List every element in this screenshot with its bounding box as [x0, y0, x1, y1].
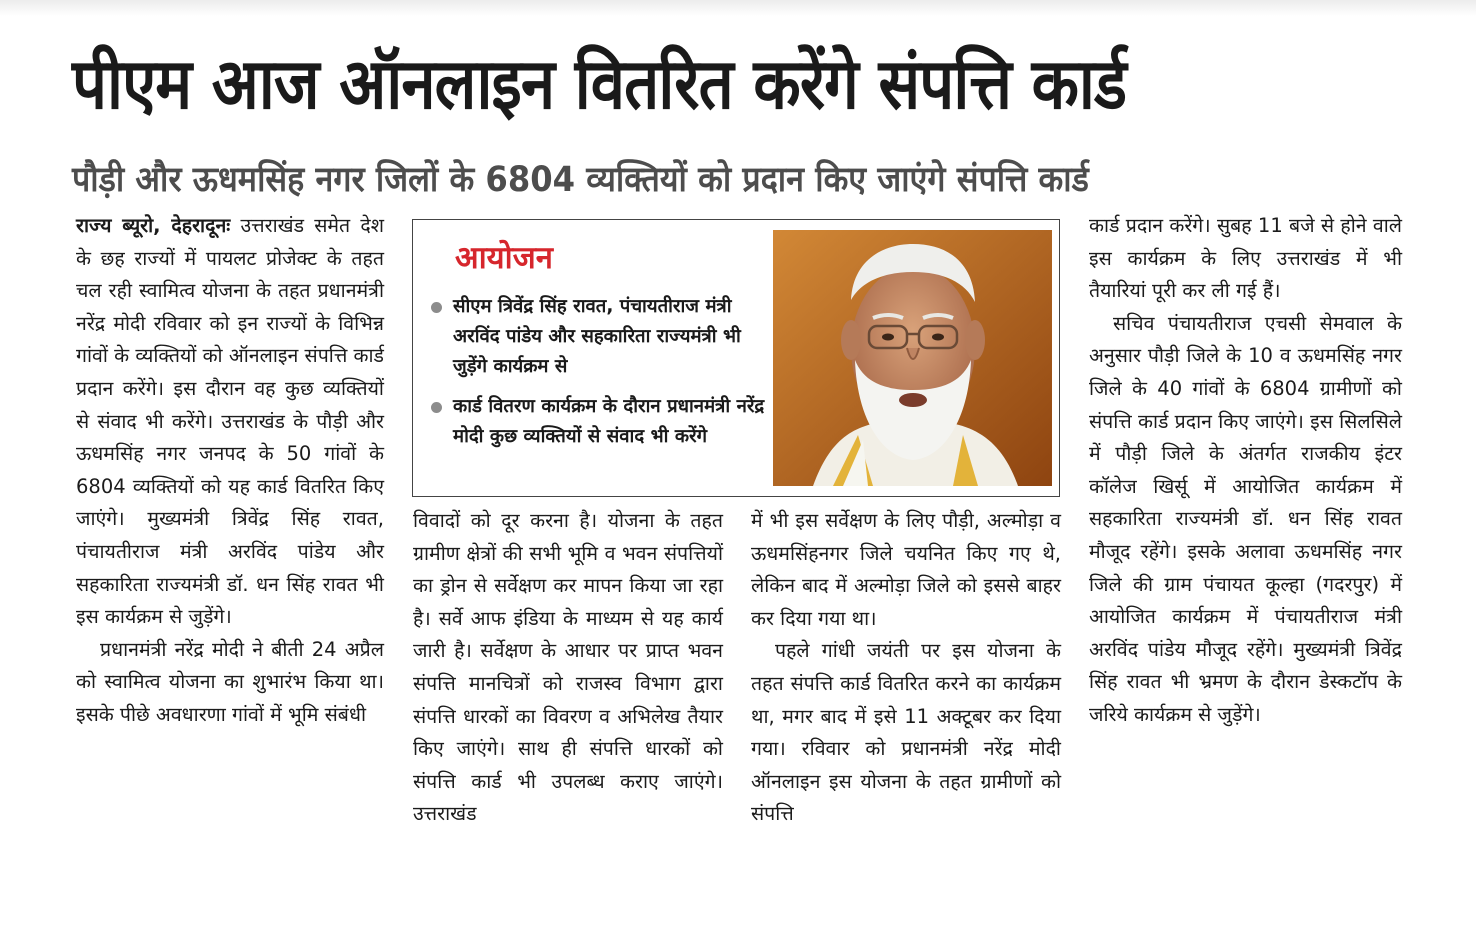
box-bullet-item	[429, 292, 773, 382]
article-column-3	[751, 505, 1061, 831]
box-bullet-item	[429, 392, 773, 452]
article-column-4	[1089, 210, 1402, 732]
article-column-2	[413, 505, 723, 831]
event-info-box	[412, 219, 1060, 497]
box-bullet-list	[429, 292, 773, 462]
article-paragraph: विवादों को दूर करना है। योजना के तहत ग्रामीण क्षेत्रों की सभी भूमि व भवन संपत्तियों का ड्रोन से सर्वेक्षण कर मापन किया जा रहा है। सर्वे आफ इंडिया के माध्यम से यह कार्य जारी है। सर्वेक्षण के आधार पर प्राप्त भवन संपत्ति मानचित्रों को राजस्व विभाग द्वारा संपत्ति धारकों का विवरण व अभिलेख तैयार किए जाएंगे। साथ ही संपत्ति धारकों को संपत्ति कार्ड भी उपलब्ध कराए जाएंगे। उत्तराखंड	[413, 509, 723, 826]
bullet-text: कार्ड वितरण कार्यक्रम के दौरान प्रधानमंत्री नरेंद्र मोदी कुछ व्यक्तियों से संवाद भी करेंगे	[453, 396, 765, 447]
headline: पीएम आज ऑनलाइन वितरित करेंगे संपत्ति कार्ड	[72, 43, 1127, 125]
bullet-dot-icon	[431, 302, 442, 313]
article-paragraph: सचिव पंचायतीराज एचसी सेमवाल के अनुसार पौड़ी जिले के 10 व ऊधमसिंह नगर जिले के 40 गांवों के 6804 ग्रामीणों को संपत्ति कार्ड प्रदान किए जाएंगे। इस सिलसिले में पौड़ी जिले के अंतर्गत राजकीय इंटर कॉलेज खिर्सू में आयोजित कार्यक्रम में सहकारिता राज्यमंत्री डॉ. धन सिंह रावत मौजूद रहेंगे। इसके अलावा ऊधमसिंह नगर जिले की ग्राम पंचायत कूल्हा (गदरपुर) में आयोजित कार्यक्रम में पंचायतीराज मंत्री अरविंद पांडेय मौजूद रहेंगे। मुख्यमंत्री त्रिवेंद्र सिंह रावत भी भ्रमण के दौरान डेस्कटॉप के जरिये कार्यक्रम से जुड़ेंगे।	[1089, 311, 1402, 726]
article-paragraph: में भी इस सर्वेक्षण के लिए पौड़ी, अल्मोड़ा व ऊधमसिंहनगर जिले चयनित किए गए थे, लेकिन बाद में अल्मोड़ा जिले को इससे बाहर कर दिया गया था।	[751, 509, 1061, 630]
box-title: आयोजन	[455, 240, 553, 276]
article-paragraph	[76, 210, 384, 634]
article-column-1	[76, 210, 384, 732]
bullet-dot-icon	[431, 402, 442, 413]
paragraph-text: उत्तराखंड समेत देश के छह राज्यों में पायलट प्रोजेक्ट के तहत चल रही स्वामित्व योजना के तहत प्रधानमंत्री नरेंद्र मोदी रविवार को इन राज्यों के विभिन्न गांवों के व्यक्तियों को ऑनलाइन संपत्ति कार्ड प्रदान करेंगे। इस दौरान वह कुछ व्यक्तियों से संवाद भी करेंगे। उत्तराखंड के पौड़ी और ऊधमसिंह नगर जनपद के 50 गांवों के 6804 व्यक्तियों को यह कार्ड वितरित किए जाएंगे। मुख्यमंत्री त्रिवेंद्र सिंह रावत, पंचायतीराज मंत्री अरविंद पांडेय और सहकारिता राज्यमंत्री डॉ. धन सिंह रावत भी इस कार्यक्रम से जुड़ेंगे।	[76, 214, 384, 629]
article-paragraph: प्रधानमंत्री नरेंद्र मोदी ने बीती 24 अप्रैल को स्वामित्व योजना का शुभारंभ किया था। इसके पीछे अवधारणा गांवों में भूमि संबंधी	[76, 637, 384, 726]
subheadline: पौड़ी और ऊधमसिंह नगर जिलों के 6804 व्यक्तियों को प्रदान किए जाएंगे संपत्ति कार्ड	[72, 160, 1089, 200]
article-paragraph: पहले गांधी जयंती पर इस योजना के तहत संपत्ति कार्ड वितरित करने का कार्यक्रम था, मगर बाद में इसे 11 अक्टूबर कर दिया गया। रविवार को प्रधानमंत्री नरेंद्र मोदी ऑनलाइन इस योजना के तहत ग्रामीणों को संपत्ति	[751, 639, 1061, 826]
portrait-photo	[773, 230, 1052, 486]
article-paragraph: कार्ड प्रदान करेंगे। सुबह 11 बजे से होने वाले इस कार्यक्रम के लिए उत्तराखंड में भी तैयारियां पूरी कर ली गई हैं।	[1089, 214, 1402, 303]
portrait-illustration	[773, 230, 1052, 486]
bullet-text: सीएम त्रिवेंद्र सिंह रावत, पंचायतीराज मंत्री अरविंद पांडेय और सहकारिता राज्यमंत्री भी जुड़ेंगे कार्यक्रम से	[453, 296, 741, 377]
top-bar	[0, 0, 1476, 16]
byline: राज्य ब्यूरो, देहरादूनः	[76, 214, 231, 237]
